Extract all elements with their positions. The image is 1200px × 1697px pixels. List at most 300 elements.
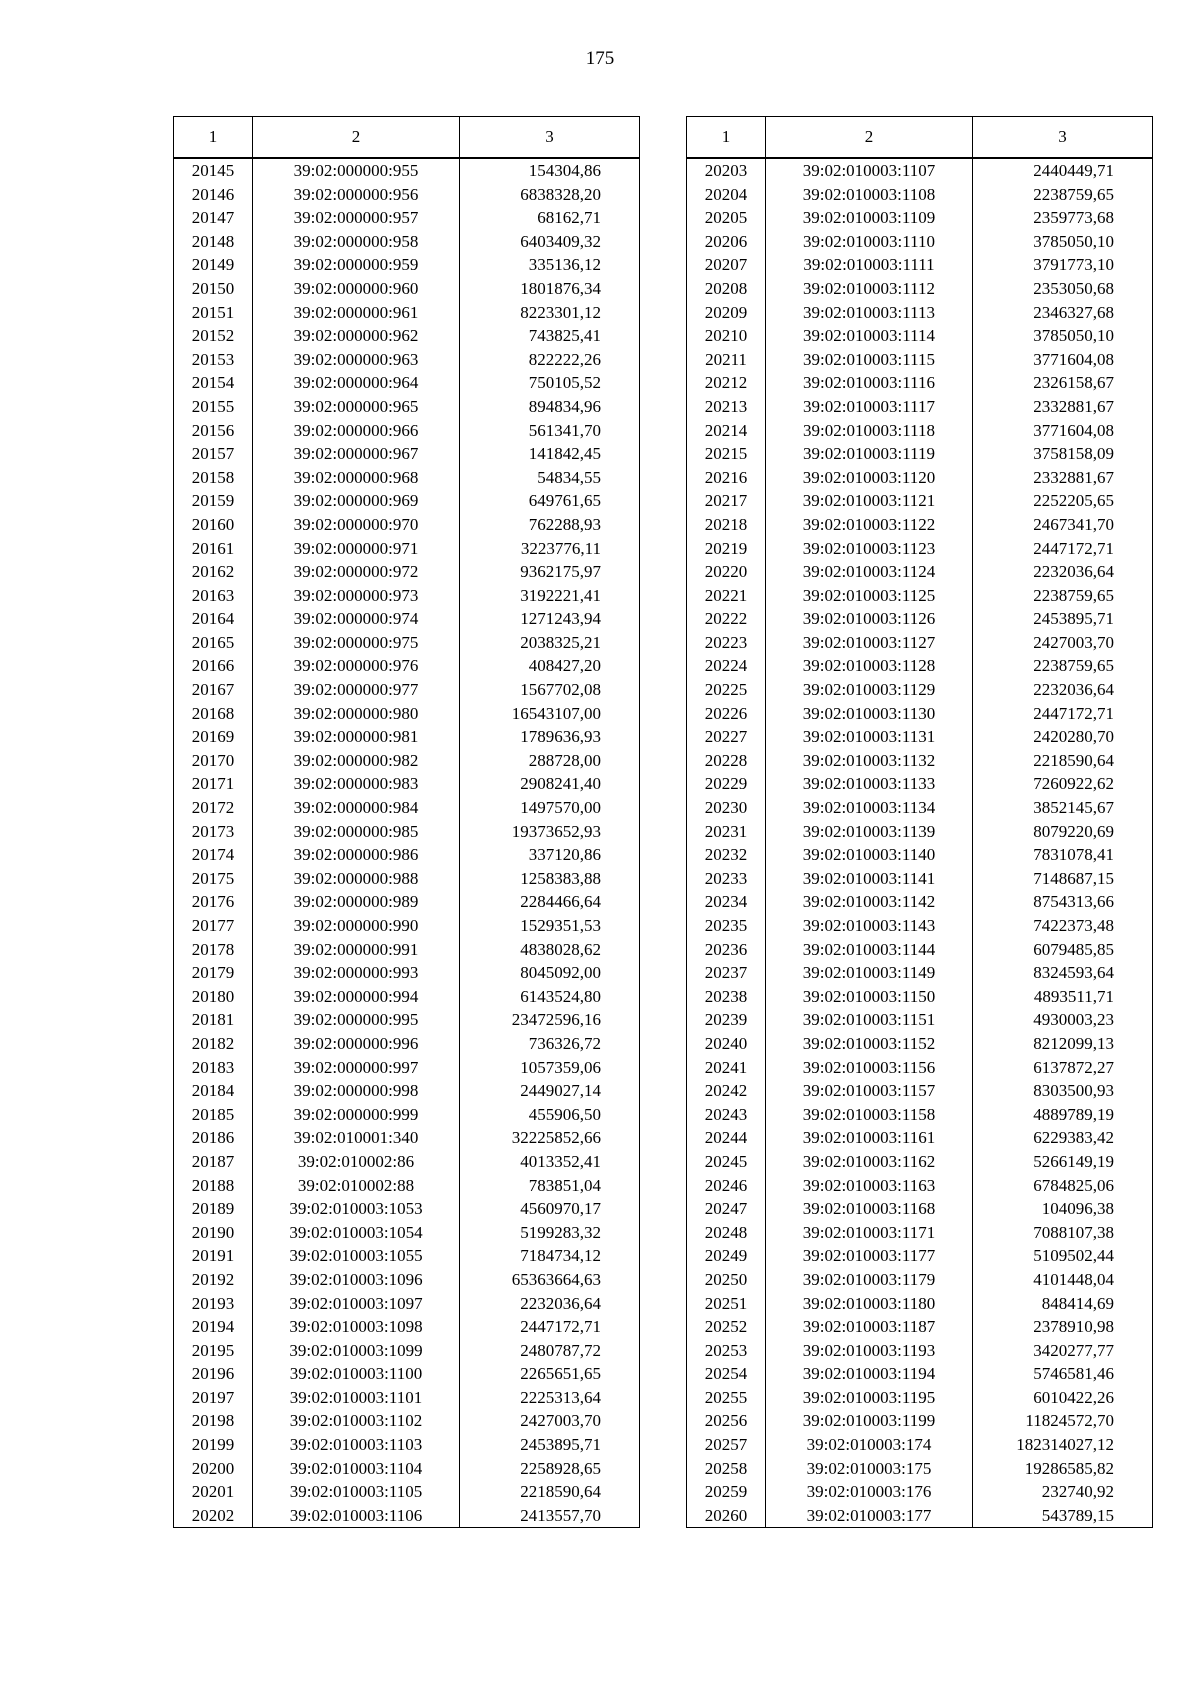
row-number: 20198: [174, 1409, 253, 1433]
table-row: [174, 1386, 640, 1410]
row-number: 20187: [174, 1150, 253, 1174]
row-number: 20170: [174, 749, 253, 773]
row-number: 20178: [174, 938, 253, 962]
cadastral-number: 39:02:010003:1110: [766, 230, 973, 254]
row-number: 20202: [174, 1504, 253, 1528]
table-row: [174, 1433, 640, 1457]
cadastral-number: 39:02:010003:1118: [766, 419, 973, 443]
cadastral-value: 2232036,64: [973, 678, 1153, 702]
table-row: [174, 419, 640, 443]
cadastral-number: 39:02:000000:961: [253, 301, 460, 325]
cadastral-value: 649761,65: [460, 489, 640, 513]
cadastral-number: 39:02:000000:974: [253, 607, 460, 631]
row-number: 20250: [687, 1268, 766, 1292]
table-row: [687, 1244, 1153, 1268]
cadastral-number: 39:02:000000:996: [253, 1032, 460, 1056]
cadastral-value: 2238759,65: [973, 183, 1153, 207]
cadastral-value: 6079485,85: [973, 938, 1153, 962]
row-number: 20179: [174, 961, 253, 985]
cadastral-value: 2326158,67: [973, 371, 1153, 395]
cadastral-value: 3771604,08: [973, 348, 1153, 372]
row-number: 20145: [174, 158, 253, 183]
cadastral-number: 39:02:000000:971: [253, 537, 460, 561]
row-number: 20259: [687, 1480, 766, 1504]
table-row: [687, 843, 1153, 867]
table-row: [174, 466, 640, 490]
row-number: 20207: [687, 253, 766, 277]
cadastral-value: 2427003,70: [460, 1409, 640, 1433]
cadastral-number: 39:02:010003:1161: [766, 1126, 973, 1150]
row-number: 20214: [687, 419, 766, 443]
row-number: 20151: [174, 301, 253, 325]
cadastral-value: 2440449,71: [973, 158, 1153, 183]
row-number: 20194: [174, 1315, 253, 1339]
row-number: 20253: [687, 1339, 766, 1363]
cadastral-number: 39:02:000000:998: [253, 1079, 460, 1103]
table-row: [174, 1008, 640, 1032]
cadastral-value: 54834,55: [460, 466, 640, 490]
table-row: [687, 890, 1153, 914]
cadastral-value: 154304,86: [460, 158, 640, 183]
table-row: [687, 1292, 1153, 1316]
cadastral-value: 408427,20: [460, 654, 640, 678]
table-row: [687, 537, 1153, 561]
cadastral-value: 2378910,98: [973, 1315, 1153, 1339]
row-number: 20245: [687, 1150, 766, 1174]
table-row: [687, 183, 1153, 207]
cadastral-number: 39:02:010003:1180: [766, 1292, 973, 1316]
cadastral-value: 6229383,42: [973, 1126, 1153, 1150]
cadastral-value: 561341,70: [460, 419, 640, 443]
table-row: [687, 702, 1153, 726]
row-number: 20221: [687, 584, 766, 608]
table-header-row: [687, 117, 1153, 159]
table-row: [687, 938, 1153, 962]
row-number: 20232: [687, 843, 766, 867]
cadastral-number: 39:02:010003:1101: [253, 1386, 460, 1410]
table-row: [174, 537, 640, 561]
row-number: 20238: [687, 985, 766, 1009]
table-row: [687, 513, 1153, 537]
table-row: [687, 914, 1153, 938]
cadastral-number: 39:02:010003:1177: [766, 1244, 973, 1268]
cadastral-number: 39:02:000000:963: [253, 348, 460, 372]
table-row: [687, 1433, 1153, 1457]
row-number: 20189: [174, 1197, 253, 1221]
row-number: 20183: [174, 1056, 253, 1080]
table-row: [174, 867, 640, 891]
table-row: [687, 1032, 1153, 1056]
cadastral-number: 39:02:010003:174: [766, 1433, 973, 1457]
cadastral-number: 39:02:000000:976: [253, 654, 460, 678]
table-row: [687, 1008, 1153, 1032]
table-row: [687, 253, 1153, 277]
cadastral-number: 39:02:000000:983: [253, 772, 460, 796]
cadastral-value: 1258383,88: [460, 867, 640, 891]
table-row: [174, 158, 640, 183]
cadastral-value: 2449027,14: [460, 1079, 640, 1103]
cadastral-number: 39:02:000000:989: [253, 890, 460, 914]
row-number: 20172: [174, 796, 253, 820]
table-row: [174, 1457, 640, 1481]
cadastral-number: 39:02:000000:985: [253, 820, 460, 844]
table-body-right: [687, 158, 1153, 1528]
cadastral-value: 2218590,64: [460, 1480, 640, 1504]
page-number: 175: [585, 48, 615, 69]
row-number: 20228: [687, 749, 766, 773]
cadastral-value: 5266149,19: [973, 1150, 1153, 1174]
table-row: [687, 560, 1153, 584]
cadastral-number: 39:02:000000:955: [253, 158, 460, 183]
cadastral-number: 39:02:010001:340: [253, 1126, 460, 1150]
row-number: 20155: [174, 395, 253, 419]
row-number: 20186: [174, 1126, 253, 1150]
cadastral-number: 39:02:000000:991: [253, 938, 460, 962]
cadastral-number: 39:02:010003:1152: [766, 1032, 973, 1056]
cadastral-value: 5199283,32: [460, 1221, 640, 1245]
table-row: [687, 584, 1153, 608]
table-row: [174, 324, 640, 348]
cadastral-number: 39:02:010003:1099: [253, 1339, 460, 1363]
table-row: [174, 584, 640, 608]
table-row: [687, 1409, 1153, 1433]
table-row: [687, 324, 1153, 348]
table-row: [174, 702, 640, 726]
cadastral-value: 6838328,20: [460, 183, 640, 207]
cadastral-number: 39:02:010003:1116: [766, 371, 973, 395]
cadastral-value: 2225313,64: [460, 1386, 640, 1410]
cadastral-number: 39:02:000000:999: [253, 1103, 460, 1127]
cadastral-number: 39:02:010003:1162: [766, 1150, 973, 1174]
cadastral-number: 39:02:010003:1171: [766, 1221, 973, 1245]
row-number: 20161: [174, 537, 253, 561]
row-number: 20241: [687, 1056, 766, 1080]
row-number: 20200: [174, 1457, 253, 1481]
cadastral-number: 39:02:010003:1125: [766, 584, 973, 608]
table-row: [174, 1362, 640, 1386]
header-col-3: 3: [973, 117, 1153, 159]
table-row: [174, 1315, 640, 1339]
cadastral-number: 39:02:000000:966: [253, 419, 460, 443]
row-number: 20229: [687, 772, 766, 796]
table-row: [174, 725, 640, 749]
row-number: 20199: [174, 1433, 253, 1457]
cadastral-number: 39:02:010003:1119: [766, 442, 973, 466]
row-number: 20196: [174, 1362, 253, 1386]
table-header-row: [174, 117, 640, 159]
table-row: [174, 1409, 640, 1433]
cadastral-value: 2908241,40: [460, 772, 640, 796]
row-number: 20234: [687, 890, 766, 914]
cadastral-number: 39:02:010003:1055: [253, 1244, 460, 1268]
table-row: [687, 419, 1153, 443]
row-number: 20152: [174, 324, 253, 348]
cadastral-value: 3420277,77: [973, 1339, 1153, 1363]
row-number: 20167: [174, 678, 253, 702]
table-row: [174, 1103, 640, 1127]
cadastral-number: 39:02:010003:1163: [766, 1174, 973, 1198]
cadastral-value: 2447172,71: [973, 702, 1153, 726]
row-number: 20231: [687, 820, 766, 844]
table-row: [687, 1362, 1153, 1386]
row-number: 20180: [174, 985, 253, 1009]
row-number: 20182: [174, 1032, 253, 1056]
cadastral-number: 39:02:010003:1157: [766, 1079, 973, 1103]
table-row: [687, 796, 1153, 820]
table-row: [174, 914, 640, 938]
header-col-2: 2: [766, 117, 973, 159]
cadastral-number: 39:02:010003:1054: [253, 1221, 460, 1245]
cadastral-value: 4838028,62: [460, 938, 640, 962]
row-number: 20217: [687, 489, 766, 513]
cadastral-value: 2218590,64: [973, 749, 1153, 773]
table-row: [687, 1197, 1153, 1221]
table-row: [687, 820, 1153, 844]
row-number: 20191: [174, 1244, 253, 1268]
row-number: 20188: [174, 1174, 253, 1198]
cadastral-value: 2359773,68: [973, 206, 1153, 230]
cadastral-value: 32225852,66: [460, 1126, 640, 1150]
cadastral-value: 3852145,67: [973, 796, 1153, 820]
row-number: 20153: [174, 348, 253, 372]
cadastral-value: 2467341,70: [973, 513, 1153, 537]
row-number: 20252: [687, 1315, 766, 1339]
row-number: 20257: [687, 1433, 766, 1457]
table-row: [174, 1126, 640, 1150]
table-row: [687, 607, 1153, 631]
cadastral-number: 39:02:010003:1104: [253, 1457, 460, 1481]
table-row: [174, 277, 640, 301]
cadastral-number: 39:02:010003:1151: [766, 1008, 973, 1032]
row-number: 20203: [687, 158, 766, 183]
row-number: 20190: [174, 1221, 253, 1245]
cadastral-number: 39:02:010003:1130: [766, 702, 973, 726]
table-row: [687, 678, 1153, 702]
cadastral-value: 2332881,67: [973, 395, 1153, 419]
cadastral-number: 39:02:010003:1127: [766, 631, 973, 655]
cadastral-value: 104096,38: [973, 1197, 1153, 1221]
table-row: [174, 253, 640, 277]
cadastral-number: 39:02:000000:970: [253, 513, 460, 537]
table-row: [174, 1032, 640, 1056]
cadastral-number: 39:02:010003:1126: [766, 607, 973, 631]
table-row: [687, 1221, 1153, 1245]
cadastral-value: 894834,96: [460, 395, 640, 419]
cadastral-value: 2252205,65: [973, 489, 1153, 513]
cadastral-number: 39:02:010003:1112: [766, 277, 973, 301]
row-number: 20201: [174, 1480, 253, 1504]
cadastral-number: 39:02:000000:969: [253, 489, 460, 513]
row-number: 20195: [174, 1339, 253, 1363]
cadastral-number: 39:02:000000:980: [253, 702, 460, 726]
cadastral-value: 8212099,13: [973, 1032, 1153, 1056]
cadastral-value: 65363664,63: [460, 1268, 640, 1292]
table-row: [687, 301, 1153, 325]
row-number: 20173: [174, 820, 253, 844]
table-row: [687, 230, 1153, 254]
row-number: 20177: [174, 914, 253, 938]
cadastral-number: 39:02:000000:984: [253, 796, 460, 820]
table-row: [687, 395, 1153, 419]
cadastral-value: 455906,50: [460, 1103, 640, 1127]
cadastral-value: 8223301,12: [460, 301, 640, 325]
cadastral-number: 39:02:010003:1103: [253, 1433, 460, 1457]
table-row: [174, 1244, 640, 1268]
cadastral-value: 2038325,21: [460, 631, 640, 655]
cadastral-number: 39:02:010003:1141: [766, 867, 973, 891]
cadastral-value: 2238759,65: [973, 654, 1153, 678]
cadastral-number: 39:02:010002:88: [253, 1174, 460, 1198]
cadastral-value: 2284466,64: [460, 890, 640, 914]
cadastral-value: 3785050,10: [973, 324, 1153, 348]
cadastral-value: 2447172,71: [973, 537, 1153, 561]
cadastral-number: 39:02:000000:965: [253, 395, 460, 419]
cadastral-number: 39:02:000000:993: [253, 961, 460, 985]
cadastral-value: 8754313,66: [973, 890, 1153, 914]
table-row: [174, 183, 640, 207]
row-number: 20249: [687, 1244, 766, 1268]
row-number: 20216: [687, 466, 766, 490]
table-row: [174, 1079, 640, 1103]
table-row: [687, 961, 1153, 985]
row-number: 20158: [174, 466, 253, 490]
cadastral-value: 2480787,72: [460, 1339, 640, 1363]
cadastral-number: 39:02:000000:990: [253, 914, 460, 938]
row-number: 20149: [174, 253, 253, 277]
cadastral-value: 288728,00: [460, 749, 640, 773]
row-number: 20204: [687, 183, 766, 207]
cadastral-value: 2413557,70: [460, 1504, 640, 1528]
cadastral-value: 3223776,11: [460, 537, 640, 561]
cadastral-number: 39:02:010003:1199: [766, 1409, 973, 1433]
cadastral-number: 39:02:010003:1097: [253, 1292, 460, 1316]
cadastral-number: 39:02:010003:1144: [766, 938, 973, 962]
cadastral-value: 3758158,09: [973, 442, 1153, 466]
table-row: [687, 985, 1153, 1009]
table-row: [174, 1268, 640, 1292]
cadastral-value: 68162,71: [460, 206, 640, 230]
cadastral-number: 39:02:010003:175: [766, 1457, 973, 1481]
cadastral-number: 39:02:010003:176: [766, 1480, 973, 1504]
cadastral-value: 8324593,64: [973, 961, 1153, 985]
cadastral-number: 39:02:000000:995: [253, 1008, 460, 1032]
cadastral-value: 16543107,00: [460, 702, 640, 726]
row-number: 20239: [687, 1008, 766, 1032]
cadastral-number: 39:02:010003:1117: [766, 395, 973, 419]
cadastral-value: 4560970,17: [460, 1197, 640, 1221]
row-number: 20181: [174, 1008, 253, 1032]
table-row: [687, 489, 1153, 513]
row-number: 20206: [687, 230, 766, 254]
row-number: 20193: [174, 1292, 253, 1316]
row-number: 20226: [687, 702, 766, 726]
table-row: [174, 961, 640, 985]
cadastral-value: 337120,86: [460, 843, 640, 867]
cadastral-value: 141842,45: [460, 442, 640, 466]
cadastral-number: 39:02:010003:1115: [766, 348, 973, 372]
table-row: [174, 489, 640, 513]
cadastral-number: 39:02:000000:982: [253, 749, 460, 773]
table-row: [174, 348, 640, 372]
cadastral-number: 39:02:010003:1156: [766, 1056, 973, 1080]
cadastral-value: 2232036,64: [973, 560, 1153, 584]
row-number: 20154: [174, 371, 253, 395]
row-number: 20160: [174, 513, 253, 537]
cadastral-value: 6143524,80: [460, 985, 640, 1009]
cadastral-value: 4889789,19: [973, 1103, 1153, 1127]
cadastral-number: 39:02:010003:1124: [766, 560, 973, 584]
cadastral-number: 39:02:010003:1139: [766, 820, 973, 844]
row-number: 20168: [174, 702, 253, 726]
table-row: [687, 1315, 1153, 1339]
table-row: [687, 158, 1153, 183]
row-number: 20150: [174, 277, 253, 301]
row-number: 20227: [687, 725, 766, 749]
row-number: 20171: [174, 772, 253, 796]
row-number: 20258: [687, 1457, 766, 1481]
table-row: [174, 1339, 640, 1363]
cadastral-number: 39:02:010003:1098: [253, 1315, 460, 1339]
row-number: 20233: [687, 867, 766, 891]
table-row: [687, 1079, 1153, 1103]
register-table-left: [173, 116, 640, 1528]
cadastral-number: 39:02:010003:1123: [766, 537, 973, 561]
table-row: [687, 1056, 1153, 1080]
cadastral-number: 39:02:010003:1149: [766, 961, 973, 985]
table-row: [174, 985, 640, 1009]
cadastral-number: 39:02:010003:1195: [766, 1386, 973, 1410]
row-number: 20184: [174, 1079, 253, 1103]
cadastral-value: 2447172,71: [460, 1315, 640, 1339]
cadastral-number: 39:02:010003:1108: [766, 183, 973, 207]
row-number: 20244: [687, 1126, 766, 1150]
cadastral-number: 39:02:000000:986: [253, 843, 460, 867]
cadastral-number: 39:02:000000:975: [253, 631, 460, 655]
cadastral-value: 4013352,41: [460, 1150, 640, 1174]
cadastral-number: 39:02:000000:964: [253, 371, 460, 395]
cadastral-number: 39:02:010003:1096: [253, 1268, 460, 1292]
row-number: 20164: [174, 607, 253, 631]
table-row: [174, 772, 640, 796]
table-row: [174, 843, 640, 867]
cadastral-value: 4930003,23: [973, 1008, 1153, 1032]
table-row: [687, 772, 1153, 796]
row-number: 20215: [687, 442, 766, 466]
cadastral-number: 39:02:010003:1132: [766, 749, 973, 773]
row-number: 20223: [687, 631, 766, 655]
cadastral-number: 39:02:000000:972: [253, 560, 460, 584]
cadastral-value: 2332881,67: [973, 466, 1153, 490]
row-number: 20246: [687, 1174, 766, 1198]
row-number: 20192: [174, 1268, 253, 1292]
row-number: 20165: [174, 631, 253, 655]
row-number: 20225: [687, 678, 766, 702]
table-row: [687, 1480, 1153, 1504]
cadastral-value: 7422373,48: [973, 914, 1153, 938]
cadastral-number: 39:02:000000:959: [253, 253, 460, 277]
cadastral-value: 3785050,10: [973, 230, 1153, 254]
table-row: [687, 1504, 1153, 1528]
cadastral-value: 5746581,46: [973, 1362, 1153, 1386]
cadastral-number: 39:02:010003:177: [766, 1504, 973, 1528]
cadastral-number: 39:02:000000:960: [253, 277, 460, 301]
row-number: 20157: [174, 442, 253, 466]
cadastral-value: 6784825,06: [973, 1174, 1153, 1198]
table-row: [687, 867, 1153, 891]
cadastral-value: 822222,26: [460, 348, 640, 372]
header-col-1: 1: [174, 117, 253, 159]
table-row: [174, 206, 640, 230]
